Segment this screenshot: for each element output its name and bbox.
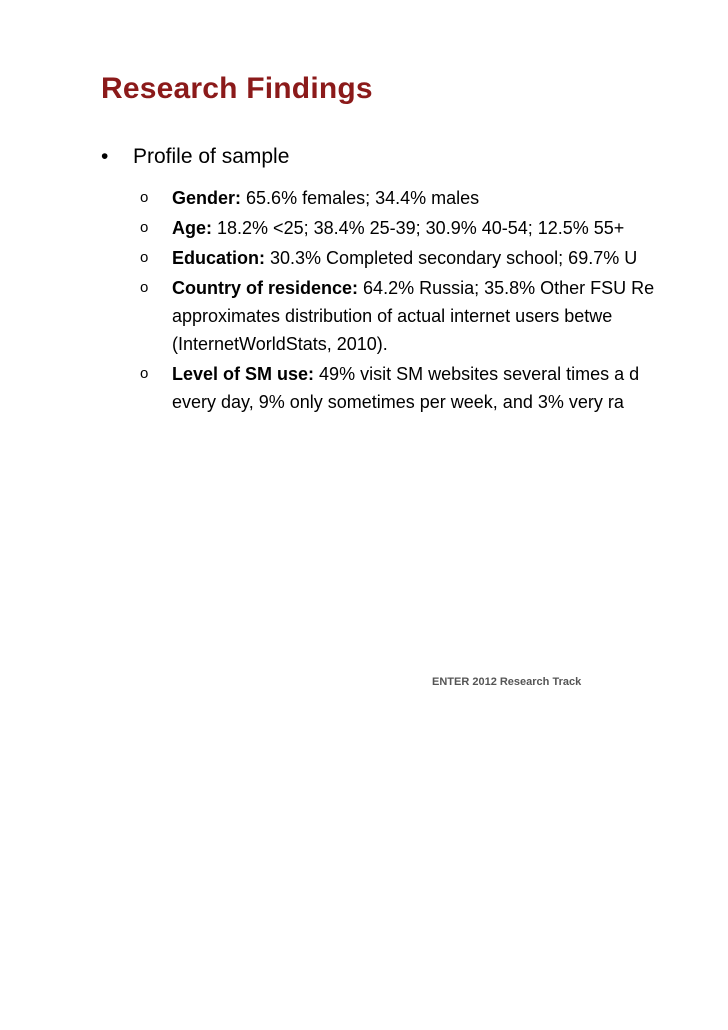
sub-item-line: every day, 9% only sometimes per week, and 3% very ra [172,392,624,412]
sub-item-text: 18.2% <25; 38.4% 25-39; 30.9% 40-54; 12.5% 55+ [217,218,625,238]
sub-bullet-marker: o [140,219,149,236]
sub-item-text: 30.3% Completed secondary school; 69.7% U [270,248,638,268]
sub-item-age [140,214,728,242]
sub-item-line [172,274,728,302]
main-bullet-text: Profile of sample [133,145,290,168]
sub-bullet-marker: o [140,279,149,296]
sub-item-text: 49% visit SM websites several times a d [319,364,640,384]
sub-item-label: Level of SM use: [172,364,315,384]
sub-item-line: approximates distribution of actual internet users betwe [172,306,613,326]
slide-title: Research Findings [101,72,373,105]
sub-item-sm-use [140,360,728,416]
sub-item-text: 64.2% Russia; 35.8% Other FSU Re [363,278,655,298]
sub-item-gender [140,184,728,212]
sub-item-label: Education: [172,248,265,268]
sub-item-country [140,274,728,358]
sub-bullet-marker: o [140,249,149,266]
sub-item-line [172,214,728,242]
main-bullet [101,145,289,169]
sub-item-line [172,184,728,212]
slide-footer: ENTER 2012 Research Track [432,676,582,688]
sub-item-label: Age: [172,218,212,238]
sub-bullet-list [140,184,728,418]
sub-bullet-marker: o [140,189,149,206]
sub-item-line [172,244,728,272]
bullet-marker: • [101,145,109,168]
sub-item-label: Country of residence: [172,278,359,298]
sub-item-line [172,360,728,388]
sub-bullet-marker: o [140,365,149,382]
sub-item-education [140,244,728,272]
sub-item-label: Gender: [172,188,242,208]
sub-item-text: 65.6% females; 34.4% males [246,188,480,208]
sub-item-line: (InternetWorldStats, 2010). [172,334,388,354]
